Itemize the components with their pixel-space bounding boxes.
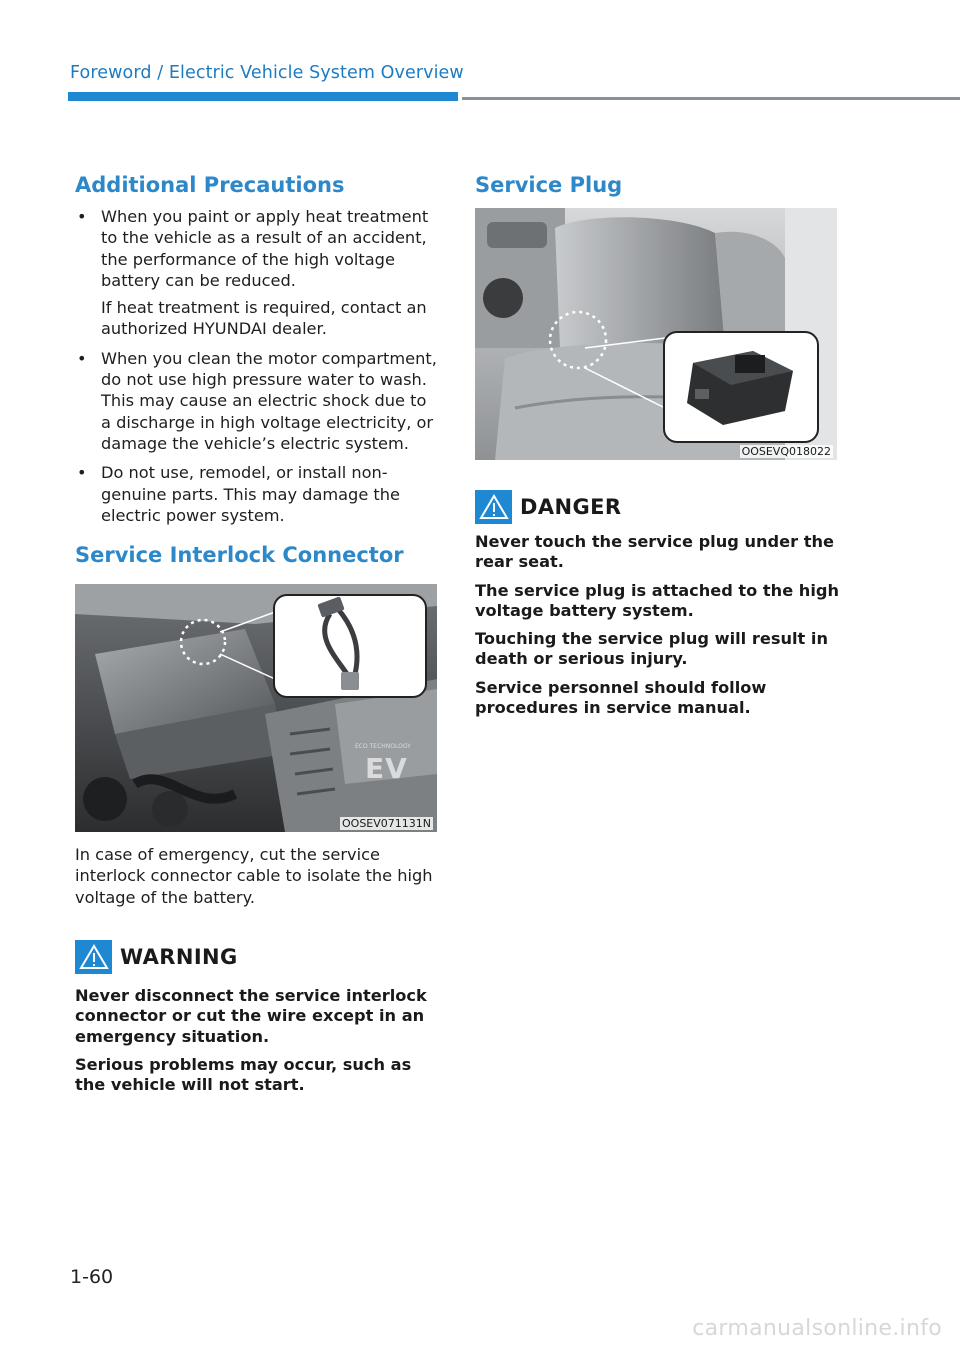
danger-title: DANGER [520, 495, 622, 519]
list-item-text: Do not use, remodel, or install non-genuine parts. This may damage the electric power system. [101, 463, 401, 525]
right-column [475, 170, 840, 718]
connector-cable-icon [275, 596, 425, 696]
list-item [75, 462, 440, 526]
list-item-text: When you clean the motor compartment, do not use high pressure water to wash. This may cause an electric shock due to a discharge in high voltage electricity, or damage the vehicle’s electric system. [101, 348, 437, 453]
warning-paragraph: Never disconnect the service interlock connector or cut the wire except in an emergency situation. [75, 986, 427, 1046]
warning-triangle-icon [75, 940, 112, 974]
interlock-body-text: In case of emergency, cut the service interlock connector cable to isolate the high voltage of the battery. [75, 845, 433, 907]
service-plug-inset [663, 331, 819, 443]
figure-code: OOSEV071131N [342, 817, 431, 831]
warning-box [75, 940, 440, 1095]
danger-paragraph: Never touch the service plug under the rear seat. [475, 532, 834, 572]
danger-paragraph: Touching the service plug will result in death or serious injury. [475, 629, 828, 669]
figure-code: OOSEVQ018022 [741, 445, 831, 458]
service-plug-icon [665, 333, 817, 441]
service-plug-figure [475, 208, 837, 460]
page-number: 1-60 [70, 1266, 114, 1288]
danger-paragraph: The service plug is attached to the high voltage battery system. [475, 580, 839, 620]
danger-paragraph: Service personnel should follow procedures in service manual. [475, 677, 767, 718]
warning-triangle-icon [475, 490, 512, 524]
warning-header [75, 940, 440, 974]
list-item [75, 206, 440, 340]
danger-box [475, 490, 840, 718]
additional-precautions-heading: Additional Precautions [75, 173, 345, 197]
list-item-text: When you paint or apply heat treatment to the vehicle as a result of an accident, the performance of the high voltage battery can be reduced. [101, 207, 429, 290]
warning-paragraph: Serious problems may occur, such as the vehicle will not start. [75, 1054, 412, 1095]
service-interlock-heading: Service Interlock Connector [75, 543, 404, 568]
interlock-connector-figure [75, 584, 437, 832]
engine-badge-subtext: ECO TECHNOLOGY [355, 743, 411, 751]
left-column [75, 170, 440, 1096]
danger-header [475, 490, 840, 524]
header-rule-blue [68, 92, 458, 101]
service-plug-heading: Service Plug [475, 173, 623, 197]
site-watermark: carmanualsonline.info [692, 1316, 942, 1341]
engine-ev-badge: EV [365, 752, 408, 786]
list-item [75, 348, 440, 454]
header-rule-gray [462, 97, 960, 100]
warning-title: WARNING [120, 945, 238, 970]
header-title: Foreword / Electric Vehicle System Overview [70, 63, 464, 83]
connector-inset [273, 594, 427, 698]
list-item-subtext: If heat treatment is required, contact an authorized HYUNDAI dealer. [101, 298, 427, 339]
precautions-list [75, 206, 440, 526]
